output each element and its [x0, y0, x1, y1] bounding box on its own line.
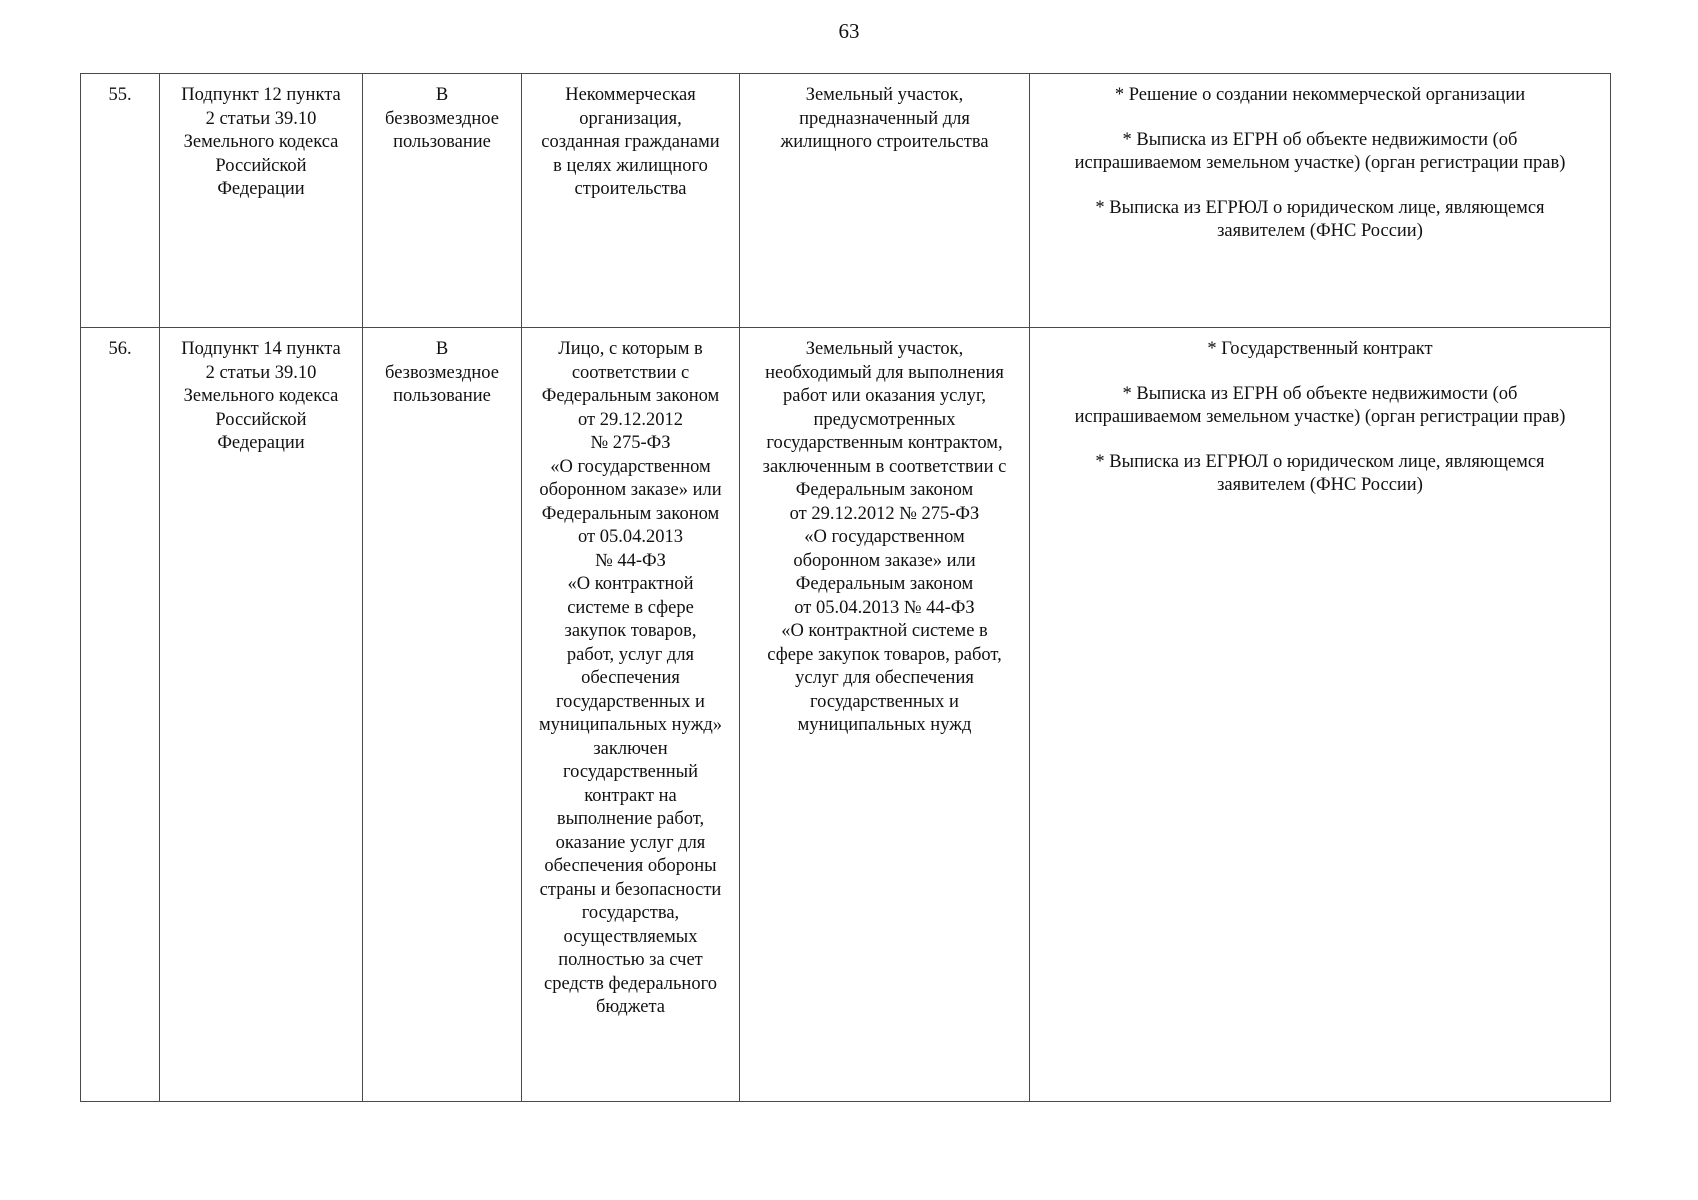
applicant-cell [522, 74, 740, 328]
document-item: * Решение о создании некоммерческой организации [1114, 85, 1526, 105]
applicant-text: Лицо, с которым в соответствии с Федеральным законом от 29.12.2012 № 275-ФЗ «О государственном оборонном заказе» или Федеральным законом от 05.04.2013 № 44-ФЗ «О контрактной системе в сфере закупок товаров, работ, услуг для обеспечения государственных и муниципальных нужд» заключен государственный контракт на выполнение работ, оказание услуг для обеспечения обороны страны и безопасности государства, осуществляемых полностью за счет средств федерального бюджета [538, 339, 723, 1017]
row-number: 56. [108, 339, 132, 359]
table-row [81, 328, 1611, 1102]
row-number-cell [81, 74, 160, 328]
land-plot-text: Земельный участок, необходимый для выполнения работ или оказания услуг, предусмотренных государственным контрактом, заключенным в соответствии с Федеральным законом от 29.12.2012 № 275-ФЗ «О государственном оборонном заказе» или Федеральным законом от 05.04.2013 № 44-ФЗ «О контрактной системе в сфере закупок товаров, работ, услуг для обеспечения государственных и муниципальных нужд [762, 339, 1007, 735]
provision-type-cell [363, 74, 522, 328]
documents-cell [1030, 328, 1611, 1102]
applicant-text: Некоммерческая организация, созданная гражданами в целях жилищного строительства [541, 85, 720, 199]
legal-basis-text: Подпункт 12 пункта 2 статьи 39.10 Земельного кодекса Российской Федерации [181, 85, 341, 199]
document-item: * Государственный контракт [1207, 339, 1433, 359]
document-item: * Выписка из ЕГРН об объекте недвижимости (об испрашиваемом земельном участке) (орган регистрации прав) [1074, 129, 1566, 173]
row-number: 55. [108, 85, 132, 105]
provision-type-cell [363, 328, 522, 1102]
legal-basis-cell [160, 74, 363, 328]
document-item: * Выписка из ЕГРН об объекте недвижимости (об испрашиваемом земельном участке) (орган регистрации прав) [1074, 383, 1566, 427]
page-number: 63 [838, 19, 860, 43]
applicant-cell [522, 328, 740, 1102]
legal-basis-cell [160, 328, 363, 1102]
provision-type-text: В безвозмездное пользование [385, 339, 499, 406]
land-plot-cell [740, 74, 1030, 328]
document-item: * Выписка из ЕГРЮЛ о юридическом лице, являющемся заявителем (ФНС России) [1095, 197, 1545, 241]
legal-basis-text: Подпункт 14 пункта 2 статьи 39.10 Земельного кодекса Российской Федерации [181, 339, 341, 453]
provision-type-text: В безвозмездное пользование [385, 85, 499, 152]
document-item: * Выписка из ЕГРЮЛ о юридическом лице, являющемся заявителем (ФНС России) [1095, 451, 1545, 495]
documents-cell [1030, 74, 1611, 328]
row-number-cell [81, 328, 160, 1102]
land-documents-table [80, 73, 1611, 1102]
land-plot-text: Земельный участок, предназначенный для жилищного строительства [780, 85, 989, 152]
land-plot-cell [740, 328, 1030, 1102]
table-row [81, 74, 1611, 328]
